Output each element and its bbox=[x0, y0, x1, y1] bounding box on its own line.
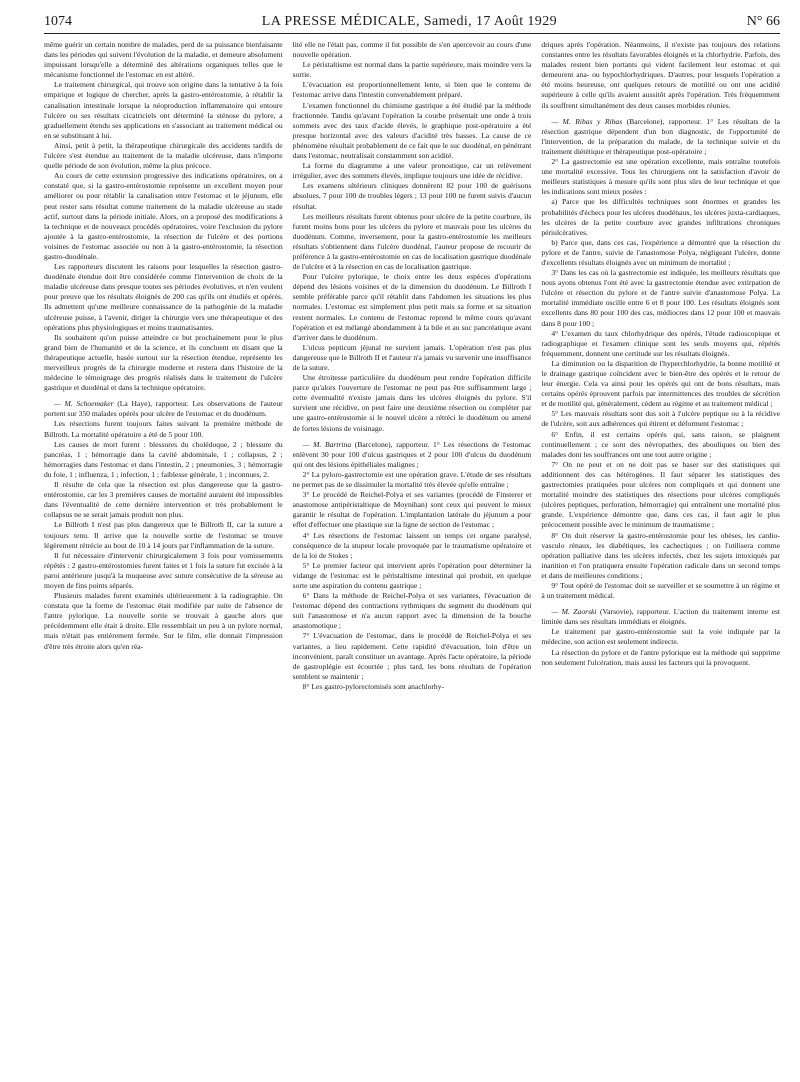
paragraph: 7° L'évacuation de l'estomac, dans le procédé de Reichel-Polya et ses variantes, a lieu rapidement. Cette rapidité d'évacuation, loin d'être un inconvénient, paraît constituer un avantage. Après l'acte opératoire, la période de gastroplégie est écourtée ; plus tard, les bons résultats de l'opération semblent se maintenir ; bbox=[292, 631, 532, 681]
paragraph: 5° Les mauvais résultats sont dus soit à l'ulcère peptique ou à la récidive de l'ulcère, soit aux adhérences qui étirent et déforment l'estomac ; bbox=[541, 409, 781, 429]
paragraph: La résection du pylore et de l'antre pylorique est la méthode qui supprime non seulement l'ulcération, mais aussi les facteurs qui la provoquent. bbox=[541, 647, 781, 667]
paragraph: 3° Le procédé de Reichel-Polya et ses variantes (procédé de Finsterer et anastomose antipéristaltique de Moynihan) sont ceux qui peuvent le mieux garantir le résultat de l'opération. L'implantation latérale du jéjunum a pour effet d'effectuer une plastique sur la ligne de section de l'estomac ; bbox=[292, 490, 532, 530]
paragraph: L'ulcus pepticum jéjunal ne survient jamais. L'opération n'est pas plus dangereuse que le Billroth II et l'auteur n'a jamais vu survenir une insuffisance de la suture. bbox=[292, 342, 532, 372]
paragraph: 2° La gastrectomie est une opération excellente, mais entraîne toutefois une mortalité excessive. Tous les chirurgiens ont la satisfaction d'avoir de meilleurs statistiques à mesure qu'ils sont plus sûrs de leur technique et que les indications sont mieux posées : bbox=[541, 157, 781, 197]
paragraph: driques après l'opération. Néanmoins, il n'existe pas toujours des relations constantes entre les résultats favorables éloignés et la chlorhydrie. Parfois, des malades restent bien portants qui vident facilement leur estomac et qui demeurent ana- ou hypochlorhydriques. D'autres, pour lesquels l'opération a été moins heureuse, ont quelques retours de motilité ou ont une acidité supérieure à celle qu'ils avaient aussitôt après l'opération. Très fréquemment ils souffrent simultanément des deux causes morbides réunies. bbox=[541, 40, 781, 110]
paragraph: Plusieurs malades furent examinés ultérieurement à la radiographie. On constata que la forme de l'estomac était modifiée par suite de l'absence de l'antre pylorique. La nouvelle sortie se trouvait à gauche alors que précédemment elle était à droite. Elle ressemblait un peu à un pylore normal, mais n'était pas entièrement fermée. Sur le film, elle donnait l'impression d'être très étroite alors qu'en réa- bbox=[44, 591, 283, 651]
paragraph: L'évacuation est proportionnellement lente, si bien que le contenu de l'estomac arrive dans l'intestin convenablement préparé. bbox=[292, 80, 532, 100]
paragraph: Il fut nécessaire d'intervenir chirurgicalement 3 fois pour vomissements répétés : 2 gastro-entérostomies furent faites et 1 fois la suture fut excisée à la paroi antérieure jusqu'à la muqueuse avec suture consécutive de la séreuse au moyen de fins points séparés. bbox=[44, 550, 283, 590]
journal-title: LA PRESSE MÉDICALE, Samedi, 17 Août 1929 bbox=[261, 14, 557, 29]
paragraph: 3° Dans les cas où la gastrectomie est indiquée, les meilleurs résultats que nous ayons obtenus l'ont été avec la gastrectomie étendue avec extirpation de l'ulcère et résection du pylore et de l'antre suivie d'anastomose Polya. La mortalité immédiate oscille entre 6 et 8 pour 100. Les résultats éloignés sont excellents dans 80 pour 100 des cas, médiocres dans 12 pour 100 et mauvais dans 8 pour 100 ; bbox=[541, 268, 781, 328]
paragraph: — M. Ribas y Ribas (Barcelone), rapporteur. 1° Les résultats de la résection gastrique dépendent d'un bon diagnostic, de l'opportunité de l'intervention, de la préparation du malade, de la technique suivie et du traitement diététique et thérapeutique post-opératoire ; bbox=[541, 116, 781, 156]
paragraph: Le péristaltisme est normal dans la partie supérieure, mais moindre vers la sortie. bbox=[292, 60, 532, 80]
paragraph: 7° On ne peut et on ne doit pas se baser sur des statistiques qui additionnent des cas hétérogènes. Il faut séparer les statistiques des gastrectomies pratiquées pour ulcères non compliqués et qui donnent une mortalité moindre des statistiques des résections pour ulcères compliqués (ulcères peptiques, perforation, hémorragie) qui entraînent une mortalité plus grande. L'expérience démontre que, dans ces cas, il faut agir le plus précocement possible avec le minimum de traumatisme ; bbox=[541, 459, 781, 530]
paragraph: 8° On doit réserver la gastro-entérostomie pour les obèses, les cardio-vasculo rénaux, les diabétiques, les cachectiques ; on l'utilisera comme opération palliative dans les ulcères infectés, chez les sujets intoxiqués par inanition et l'on pratiquera ensuite l'opération radicale dans un second temps et dans de meilleures conditions ; bbox=[541, 530, 781, 580]
paragraph: La diminution ou la disparition de l'hyperchlorhydrie, la bonne motilité et le drainage gastrique coïncident avec le bien-être des opérés et le retour de leur énergie. Cela va ainsi pour les opérés qui ont de bons résultats, mais certains opérés éprouvent parfois par intermittences des troubles de sécrétion et de motilité qui, généralement, cèdent au régime et au traitement médical ; bbox=[541, 358, 781, 409]
paragraph: — M. Schoemaker (La Haye), rapporteur. Les observations de l'auteur portent sur 350 malades opérés pour ulcère de l'estomac et du duodénum. bbox=[44, 399, 283, 419]
paragraph: 5° Le premier facteur qui intervient après l'opération pour déterminer la vidange de l'estomac est le péristaltisme intestinal qui produit, en quelque sorte une aspiration du contenu gastrique ; bbox=[292, 560, 532, 590]
paragraph: 4° L'examen du taux chlorhydrique des opérés, l'étude radioscopique et radiographique et l'examen clinique sont les seuls moyens qui, répétés fréquemment, donnent une certitude sur les résultats éloignés. bbox=[541, 328, 781, 358]
paragraph: Le traitement chirurgical, qui trouve son origine dans la tentative à la fois empirique et logique de chercher, après la gastro-entérostomie, à rétablir la canalisation intestinale lorsque la néoproduction inflammatoire qui entoure l'ulcère ou ses résultats cicatriciels ont déterminé la sténose du pylore, a graduellement étendu ses applications en s'associant au traitement médical ou en se substituant à lui. bbox=[44, 80, 283, 140]
rapporteur-name: — M. Zaorski bbox=[551, 607, 597, 617]
page-number: 1074 bbox=[44, 14, 72, 29]
paragraph: 6° Enfin, il est certains opérés qui, sans raison, se plaignent continuellement ; ce sont des névropathes, des abouliques ou bien des malades dont les souffrances ont une tout autre origine ; bbox=[541, 429, 781, 459]
column-3 bbox=[541, 40, 780, 692]
paragraph: même guérir un certain nombre de malades, perd de sa puissance bienfaisante dans les périodes qui suivent l'évolution de la maladie, et demeure absolument impuissant lorsqu'elle a déterminé des altérations organiques telles que le mécanisme fonctionnel de l'estomac en est altéré. bbox=[44, 40, 283, 80]
paragraph: La forme du diagramme a une valeur pronostique, car un relèvement irrégulier, avec des sommets élevés, implique toujours une idée de récidive. bbox=[292, 161, 532, 181]
paragraph: Au cours de cette extension progressive des indications opératoires, on a constaté que, si la gastro-entérostomie représente un excellent moyen pour améliorer ou pour rétablir la canalisation entre l'estomac et le jéjunum, elle peut rester sans résultat comme traitement de la maladie ulcéreuse au stade actif, surtout dans la période initiale. Alors, on a proposé des modifications à la technique et de nouveaux procédés opératoires, voire l'exclusion du pylore ajoutée à la gastro-entérostomie, la résection de l'ulcère et des portions voisines de l'estomac associée ou non à la gastro-entérostomie, la résection gastro-duodénale. bbox=[44, 171, 283, 261]
page-header bbox=[44, 14, 780, 34]
paragraph: Les causes de mort furent : blessures du cholédoque, 2 ; blessure du pancréas, 1 ; hémorragie dans la cavité abdominale, 1 ; collapsus, 2 ; hémorragies dans l'estomac et dans l'intestin, 2 ; pneumonies, 3 ; hémorragie du foie, 1 ; influenza, 1 ; infection, 1 ; faiblesse générale, 1 ; inconnues, 2. bbox=[44, 439, 283, 479]
rapporteur-name: — M. Ribas y Ribas bbox=[551, 116, 623, 126]
paragraph: Pour l'ulcère pylorique, le choix entre les deux espèces d'opérations dépend des lésions voisines et de la dimension du duodénum. Le Billroth I semble préférable parce qu'il rétablit dans l'abdomen les situations les plus normales. L'estomac est simplement plus petit mais sa forme et sa situation restent normales. Le contenu de l'estomac reprend le même cours qu'avant l'opération et est mélangé abondamment à la bile et au suc pancréatique avant d'arriver dans le duodénum. bbox=[292, 272, 532, 342]
text-columns bbox=[44, 40, 780, 692]
paragraph: Le traitement par gastro-entérostomie suit la voie indiquée par la médecine, son action est seulement indirecte. bbox=[541, 627, 781, 647]
paragraph: Ils souhaitent qu'on puisse atteindre ce but prochainement pour le plus grand bien de l'humanité et de la science, et ils concluent en disant que la thérapeutique actuelle, basée surtout sur la résection étendue, représente les merveilleux progrès de la chirurgie moderne et restera dans l'histoire de la médecine le témoignage des progrès réalisés dans le traitement de l'ulcère gastrique et duodénal et dans la technique opératoire. bbox=[44, 332, 283, 393]
column-1 bbox=[44, 40, 283, 692]
column-2 bbox=[293, 40, 532, 692]
paragraph: 9° Tout opéré de l'estomac doit se surveiller et se soumettre à un régime et à un traitement médical. bbox=[541, 580, 781, 601]
paragraph: Le Billroth I n'est pas plus dangereux que le Billroth II, car la suture a toujours tenu. Il arrive que la nouvelle sortie de l'estomac se trouve légèrement rétrécie au bout de 10 à 14 jours par l'inflammation de la suture. bbox=[44, 520, 283, 550]
issue-number: N° 66 bbox=[746, 14, 780, 29]
paragraph: lité elle ne l'était pas, comme il fut possible de s'en apercevoir au cours d'une nouvelle opération. bbox=[292, 40, 532, 60]
paragraph: Les meilleurs résultats furent obtenus pour ulcère de la petite courbure, ils furent moins bons pour les ulcères du pylore et mauvais pour les ulcères du duodénum. Comme, inversement, pour la gastro-entérostomie les meilleurs résultats s'obtiennent dans l'ulcère duodénal, l'auteur propose de recourir de préférence à la gastro-entérostomie en cas de localisation gastrique duodénale de l'ulcère et à la résection en cas de localisation gastrique. bbox=[292, 211, 532, 272]
paragraph: a) Parce que les difficultés techniques sont énormes et grandes les probabilités d'échecs pour les ulcères duodénaux, les ulcères juxta-cardiaques, les ulcères de la petite courbure avec grandes infiltrations chroniques périulcératives. bbox=[541, 197, 781, 237]
paragraph: 4° Les résections de l'estomac laissent un temps cet organe paralysé, conséquence de la stupeur locale provoquée par le traumatisme opératoire et de la loi de Stokes ; bbox=[292, 530, 532, 560]
paragraph: Les rapporteurs discutent les raisons pour lesquelles la résection gastro-duodénale étendue doit être considérée comme l'intervention de choix de la maladie ulcéreuse dans presque toutes ses périodes évolutives, et n'en veulent pour preuve que les résultats éloignés de 200 cas qu'ils ont étudiés et opérés. Ils admettent qu'une meilleure connaissance de la pathogénie de la maladie ulcéreuse puisse, à l'avenir, diriger la chirurgie vers une thérapeutique et des opérations plus physiologiques et moins traumatisantes. bbox=[44, 262, 283, 332]
paragraph: 8° Les gastro-pylorectomisés sont anachlorhy- bbox=[302, 681, 445, 691]
paragraph: Une étroitesse particulière du duodénum peut rendre l'opération difficile parce qu'alors l'ouverture de l'estomac ne peut pas être suffisamment large ; cette éventualité n'existe jamais dans les ulcères éloignés du pylore. S'il survient une récidive, on peut faire une deuxième résection ou compléter par une gastro-entérostomie si le nouvel ulcère a rétréci le duodénum ou amené de fortes lésions de voisinage. bbox=[292, 373, 532, 433]
paragraph: 2° La pyloro-gastrectomie est une opération grave. L'étude de ses résultats ne permet pas de se dissimuler la mortalité très élevée qu'elle entraîne ; bbox=[292, 469, 532, 490]
paragraph: L'examen fonctionnel du chimisme gastrique a été étudié par la méthode fractionnée. Tandis qu'avant l'opération la courbe présentait une onde à trois sommets avec des taux d'acide élevés, le graphique post-opératoire a été presque horizontal avec des valeurs d'acidité très basses. La cause de ce phénomène résultait probablement de ce fait que le suc duodénal, en pénétrant dans l'estomac, neutralisait constamment son acidité. bbox=[292, 100, 532, 161]
paragraph: b) Parce que, dans ces cas, l'expérience a démontré que la résection du pylore et de l'antre, suivie de l'anastomose Polya, négligeant l'ulcère, donne d'excellents résultats éloignés avec un minimum de mortalité ; bbox=[541, 237, 781, 267]
paragraph: 6° Dans la méthode de Reichel-Polya et ses variantes, l'évacuation de l'estomac dépend des contractions rythmiques du segment du duodénum qui suit l'anastomose et n'a aucun rapport avec la dimension de la bouche anastomotique ; bbox=[292, 591, 532, 631]
paragraph: — M. Zaorski (Varsovie), rapporteur. L'action du traitement interne est limitée dans ses résultats immédiats et éloignés. bbox=[541, 607, 781, 627]
paragraph: Les examens ultérieurs cliniques donnèrent 82 pour 100 de guérisons absolues, 7 pour 100 de troubles légers ; 13 pour 100 ne furent suivis d'aucun résultat. bbox=[292, 181, 532, 211]
paragraph: Il résulte de cela que la résection est plus dangereuse que la gastro-entérostomie, car les 3 premières causes de mortalité auraient été impossibles dans l'éventualité de cette dernière intervention et très probablement le collapsus ne se serait jamais produit non plus. bbox=[44, 480, 283, 520]
paragraph: Ainsi, petit à petit, la thérapeutique chirurgicale des accidents tardifs de l'ulcère s'est étendue au traitement de la maladie ulcéreuse, dans n'importe quelle période de son évolution, même la plus précoce. bbox=[44, 140, 283, 171]
rapporteur-name: — M. Bartrina bbox=[302, 439, 352, 449]
paragraph: Les résections furent toujours faites suivant la première méthode de Billroth. La mortalité opératoire a été de 5 pour 100. bbox=[44, 419, 283, 439]
rapporteur-name: — M. Schoemaker bbox=[54, 399, 114, 409]
paragraph: — M. Bartrina (Barcelone), rapporteur. 1° Les résections de l'estomac enlèvent 30 pour 100 d'ulcus gastriques et 2 pour 100 d'ulcus du duodénum qui ont des lésions épithéliales malignes ; bbox=[292, 439, 532, 469]
